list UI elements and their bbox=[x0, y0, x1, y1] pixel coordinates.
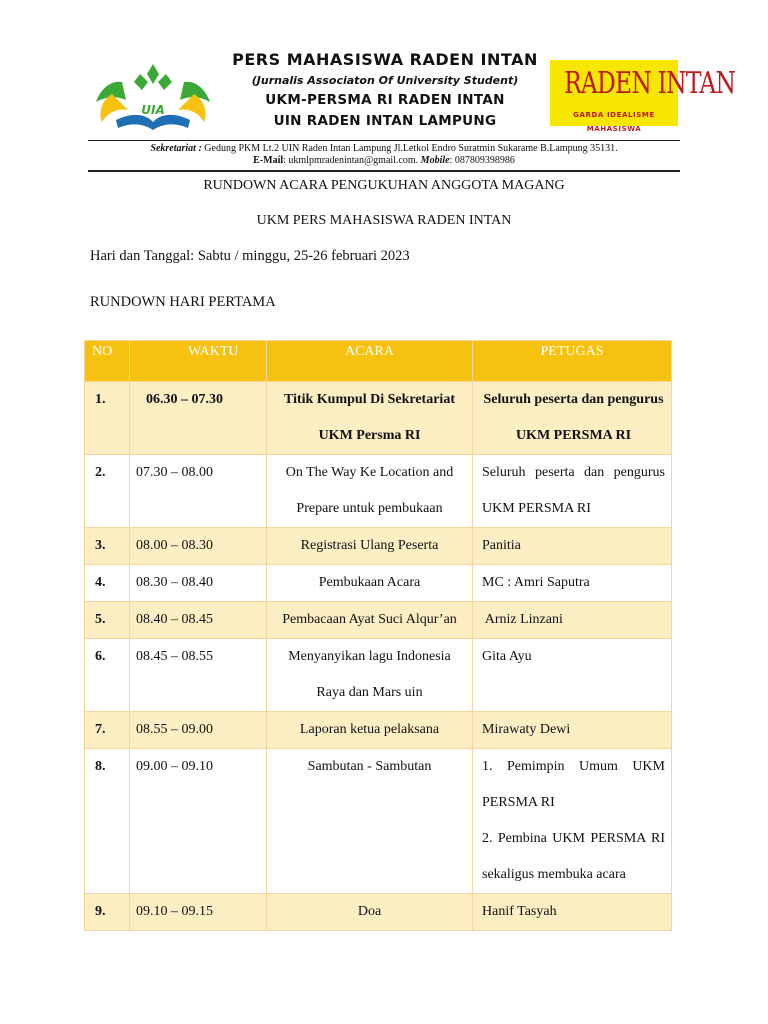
email-value: : ukmlpmradenintan@gmail.com. bbox=[283, 155, 419, 166]
row-acara: Laporan ketua pelaksana bbox=[299, 722, 440, 737]
row-time: 08.30 – 08.40 bbox=[136, 575, 213, 590]
row-acara: Registrasi Ulang Peserta bbox=[300, 538, 439, 553]
rundown-table bbox=[84, 340, 672, 931]
row-time: 06.30 – 07.30 bbox=[146, 392, 223, 407]
row-petugas: Seluruh peserta dan pengurus bbox=[483, 392, 664, 407]
document-subtitle: UKM PERS MAHASISWA RADEN INTAN bbox=[256, 213, 512, 228]
email-label: E-Mail bbox=[253, 155, 284, 166]
table-row bbox=[85, 712, 672, 749]
logo-tagline: GARDA IDEALISME MAHASISWA bbox=[573, 111, 655, 133]
row-acara: On The Way Ke Location and bbox=[285, 465, 454, 480]
row-time: 08.55 – 09.00 bbox=[136, 722, 213, 737]
table-row bbox=[85, 455, 672, 528]
letterhead-rule-thick bbox=[88, 170, 680, 172]
header-acara: ACARA bbox=[267, 341, 473, 382]
document-title: RUNDOWN ACARA PENGUKUHAN ANGGOTA MAGANG bbox=[203, 178, 565, 193]
address-text: Gedung PKM Lt.2 UIN Raden Intan Lampung Jl.Letkol Endro Suratmin Sukarame B.Lampung 35131. bbox=[204, 143, 618, 154]
row-time: 08.40 – 08.45 bbox=[136, 612, 213, 627]
row-petugas: MC : Amri Saputra bbox=[482, 575, 590, 590]
row-acara: Menyanyikan lagu Indonesia bbox=[288, 649, 451, 664]
row-time: 09.00 – 09.10 bbox=[136, 759, 213, 774]
date-line: Hari dan Tanggal: Sabtu / minggu, 25-26 februari 2023 bbox=[90, 248, 410, 264]
row-petugas: Mirawaty Dewi bbox=[482, 722, 571, 737]
row-no: 5. bbox=[95, 612, 106, 627]
org-subtitle: (Jurnalis Associaton Of University Student) bbox=[251, 74, 519, 87]
row-time: 08.45 – 08.55 bbox=[136, 649, 213, 664]
table-row bbox=[85, 528, 672, 565]
row-petugas: PERSMA RI bbox=[482, 795, 555, 810]
row-acara: UKM Persma RI bbox=[318, 428, 421, 443]
row-no: 6. bbox=[95, 649, 106, 664]
row-acara: Sambutan - Sambutan bbox=[307, 759, 432, 774]
row-petugas: UKM PERSMA RI bbox=[482, 501, 591, 516]
row-acara: Prepare untuk pembukaan bbox=[296, 501, 443, 516]
table-row bbox=[85, 639, 672, 712]
row-time: 07.30 – 08.00 bbox=[136, 465, 213, 480]
mobile-value: : 087809398986 bbox=[449, 155, 515, 166]
table-row bbox=[85, 894, 672, 931]
org-title: PERS MAHASISWA RADEN INTAN bbox=[232, 50, 538, 69]
logo-brand-text: RADEN INTAN bbox=[564, 66, 736, 101]
section-heading: RUNDOWN HARI PERTAMA bbox=[90, 294, 276, 310]
row-no: 7. bbox=[95, 722, 106, 737]
row-acara: Doa bbox=[357, 904, 382, 919]
row-acara: Titik Kumpul Di Sekretariat bbox=[283, 392, 455, 407]
uia-leaf-logo-icon bbox=[92, 54, 214, 138]
raden-intan-logo bbox=[550, 60, 736, 133]
table-row bbox=[85, 565, 672, 602]
row-petugas: Hanif Tasyah bbox=[482, 904, 557, 919]
row-no: 4. bbox=[95, 575, 106, 590]
row-acara: Raya dan Mars uin bbox=[316, 685, 423, 700]
org-university: UIN RADEN INTAN LAMPUNG bbox=[273, 113, 497, 129]
row-no: 1. bbox=[95, 392, 106, 407]
table-row bbox=[85, 602, 672, 639]
row-petugas: Gita Ayu bbox=[482, 649, 532, 664]
logo-left-text: UIA bbox=[141, 103, 165, 117]
row-petugas: Panitia bbox=[482, 538, 521, 553]
row-no: 8. bbox=[95, 759, 106, 774]
row-time: 08.00 – 08.30 bbox=[136, 538, 213, 553]
org-unit: UKM-PERSMA RI RADEN INTAN bbox=[265, 92, 505, 108]
row-time: 09.10 – 09.15 bbox=[136, 904, 213, 919]
row-petugas: Arniz Linzani bbox=[482, 612, 563, 627]
row-acara: Pembukaan Acara bbox=[318, 575, 421, 590]
row-petugas: 2. Pembina UKM PERSMA RI bbox=[482, 831, 665, 846]
row-no: 9. bbox=[95, 904, 106, 919]
row-acara: Pembacaan Ayat Suci Alqur’an bbox=[282, 612, 457, 627]
header-waktu: WAKTU bbox=[130, 341, 267, 382]
letterhead-address bbox=[88, 143, 680, 167]
table-row bbox=[85, 749, 672, 894]
row-petugas: UKM PERSMA RI bbox=[515, 428, 632, 443]
row-petugas: 1. Pemimpin Umum UKM bbox=[482, 759, 665, 774]
row-no: 3. bbox=[95, 538, 106, 553]
header-petugas: PETUGAS bbox=[473, 341, 672, 382]
letterhead bbox=[88, 48, 736, 174]
mobile-label: Mobile bbox=[420, 155, 450, 166]
table-row bbox=[85, 382, 672, 455]
address-label: Sekretariat : bbox=[150, 143, 202, 154]
header-no: NO bbox=[85, 341, 130, 382]
row-petugas: sekaligus membuka acara bbox=[482, 867, 626, 882]
letterhead-rule-thin bbox=[88, 140, 680, 141]
row-petugas: Seluruh peserta dan pengurus bbox=[482, 465, 665, 480]
row-no: 2. bbox=[95, 465, 106, 480]
table-header-row bbox=[85, 341, 672, 382]
